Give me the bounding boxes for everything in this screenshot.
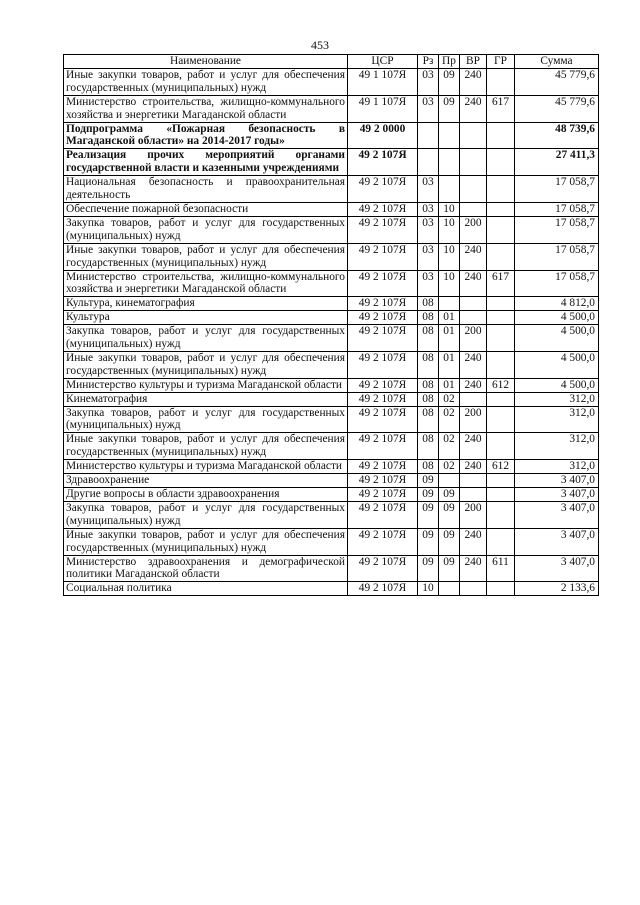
cell-csr: 49 2 107Я (348, 582, 418, 596)
header-vr: ВР (460, 55, 487, 69)
cell-sum: 45 779,6 (515, 95, 599, 122)
cell-rz: 09 (418, 474, 439, 488)
cell-rz: 08 (418, 406, 439, 433)
cell-sum: 3 407,0 (515, 501, 599, 528)
header-sum: Сумма (515, 55, 599, 69)
cell-rz: 08 (418, 378, 439, 392)
cell-sum: 48 739,6 (515, 122, 599, 149)
table-row (64, 95, 599, 122)
cell-csr: 49 2 107Я (348, 474, 418, 488)
cell-pr: 02 (439, 433, 460, 460)
cell-gr (487, 488, 515, 502)
cell-csr: 49 2 107Я (348, 243, 418, 270)
cell-rz: 08 (418, 311, 439, 325)
cell-name: Закупка товаров, работ и услуг для государственных (муниципальных) нужд (64, 325, 348, 352)
cell-csr: 49 2 107Я (348, 216, 418, 243)
cell-sum: 4 500,0 (515, 378, 599, 392)
cell-rz: 03 (418, 202, 439, 216)
cell-gr (487, 176, 515, 203)
table-row (64, 501, 599, 528)
table-row (64, 311, 599, 325)
table-row (64, 582, 599, 596)
cell-csr: 49 1 107Я (348, 68, 418, 95)
cell-sum: 17 058,7 (515, 216, 599, 243)
cell-csr: 49 2 107Я (348, 378, 418, 392)
cell-rz: 09 (418, 528, 439, 555)
cell-vr: 240 (460, 68, 487, 95)
table-row (64, 325, 599, 352)
cell-rz: 08 (418, 351, 439, 378)
cell-vr: 240 (460, 243, 487, 270)
cell-vr (460, 582, 487, 596)
cell-rz: 03 (418, 68, 439, 95)
cell-vr (460, 176, 487, 203)
cell-vr: 240 (460, 460, 487, 474)
cell-sum: 17 058,7 (515, 270, 599, 297)
cell-name: Иные закупки товаров, работ и услуг для обеспечения государственных (муниципальных) нужд (64, 351, 348, 378)
table-row (64, 555, 599, 582)
cell-csr: 49 2 107Я (348, 555, 418, 582)
page-number: 453 (311, 38, 329, 52)
cell-pr: 02 (439, 460, 460, 474)
cell-rz: 08 (418, 325, 439, 352)
cell-gr: 612 (487, 378, 515, 392)
cell-rz: 08 (418, 297, 439, 311)
table-row (64, 202, 599, 216)
cell-gr (487, 582, 515, 596)
table-row (64, 378, 599, 392)
cell-pr: 01 (439, 325, 460, 352)
cell-vr: 240 (460, 270, 487, 297)
cell-csr: 49 2 107Я (348, 270, 418, 297)
cell-name: Министерство культуры и туризма Магаданской области (64, 460, 348, 474)
table-row (64, 122, 599, 149)
cell-name: Другие вопросы в области здравоохранения (64, 488, 348, 502)
cell-csr: 49 2 107Я (348, 433, 418, 460)
table-row (64, 460, 599, 474)
cell-pr: 09 (439, 528, 460, 555)
cell-csr: 49 2 0000 (348, 122, 418, 149)
cell-gr (487, 297, 515, 311)
table-row (64, 406, 599, 433)
cell-pr (439, 582, 460, 596)
cell-csr: 49 2 107Я (348, 351, 418, 378)
cell-gr (487, 351, 515, 378)
cell-sum: 3 407,0 (515, 528, 599, 555)
cell-rz: 08 (418, 433, 439, 460)
cell-csr: 49 2 107Я (348, 325, 418, 352)
table-row (64, 68, 599, 95)
cell-sum: 4 500,0 (515, 351, 599, 378)
cell-vr: 240 (460, 528, 487, 555)
cell-vr: 200 (460, 406, 487, 433)
cell-name: Министерство строительства, жилищно-коммунального хозяйства и энергетики Магаданской области (64, 270, 348, 297)
cell-rz: 03 (418, 243, 439, 270)
cell-pr: 01 (439, 311, 460, 325)
cell-sum: 17 058,7 (515, 202, 599, 216)
cell-sum: 312,0 (515, 460, 599, 474)
cell-pr: 10 (439, 270, 460, 297)
cell-vr (460, 149, 487, 176)
cell-sum: 2 133,6 (515, 582, 599, 596)
cell-csr: 49 2 107Я (348, 460, 418, 474)
cell-vr (460, 297, 487, 311)
cell-name: Подпрограмма «Пожарная безопасность в Магаданской области» на 2014-2017 годы» (64, 122, 348, 149)
cell-csr: 49 2 107Я (348, 501, 418, 528)
cell-pr (439, 176, 460, 203)
cell-pr: 10 (439, 202, 460, 216)
cell-pr (439, 122, 460, 149)
cell-name: Закупка товаров, работ и услуг для государственных (муниципальных) нужд (64, 406, 348, 433)
cell-name: Закупка товаров, работ и услуг для государственных (муниципальных) нужд (64, 216, 348, 243)
cell-name: Иные закупки товаров, работ и услуг для обеспечения государственных (муниципальных) нужд (64, 243, 348, 270)
cell-pr: 09 (439, 555, 460, 582)
cell-pr: 01 (439, 378, 460, 392)
table-row (64, 488, 599, 502)
cell-csr: 49 1 107Я (348, 95, 418, 122)
cell-sum: 17 058,7 (515, 176, 599, 203)
cell-pr (439, 149, 460, 176)
cell-pr: 09 (439, 501, 460, 528)
cell-sum: 3 407,0 (515, 488, 599, 502)
cell-csr: 49 2 107Я (348, 488, 418, 502)
table-header-row (64, 55, 599, 69)
cell-name: Национальная безопасность и правоохранительная деятельность (64, 176, 348, 203)
cell-csr: 49 2 107Я (348, 311, 418, 325)
cell-vr (460, 122, 487, 149)
table-row (64, 474, 599, 488)
cell-name: Иные закупки товаров, работ и услуг для обеспечения государственных (муниципальных) нужд (64, 68, 348, 95)
cell-sum: 312,0 (515, 433, 599, 460)
cell-csr: 49 2 107Я (348, 149, 418, 176)
cell-csr: 49 2 107Я (348, 297, 418, 311)
cell-vr: 200 (460, 325, 487, 352)
cell-rz: 10 (418, 582, 439, 596)
cell-name: Иные закупки товаров, работ и услуг для обеспечения государственных (муниципальных) нужд (64, 433, 348, 460)
header-gr: ГР (487, 55, 515, 69)
header-pr: Пр (439, 55, 460, 69)
table-row (64, 297, 599, 311)
cell-gr (487, 243, 515, 270)
cell-gr (487, 216, 515, 243)
header-csr: ЦСР (348, 55, 418, 69)
cell-name: Министерство культуры и туризма Магаданской области (64, 378, 348, 392)
cell-gr (487, 68, 515, 95)
cell-gr (487, 406, 515, 433)
cell-sum: 17 058,7 (515, 243, 599, 270)
cell-gr (487, 311, 515, 325)
cell-pr: 10 (439, 216, 460, 243)
cell-rz: 08 (418, 460, 439, 474)
cell-name: Социальная политика (64, 582, 348, 596)
cell-vr (460, 488, 487, 502)
cell-csr: 49 2 107Я (348, 528, 418, 555)
header-name: Наименование (64, 55, 348, 69)
cell-rz: 09 (418, 488, 439, 502)
cell-rz: 03 (418, 270, 439, 297)
cell-name: Здравоохранение (64, 474, 348, 488)
table-row (64, 216, 599, 243)
table-row (64, 392, 599, 406)
cell-pr: 02 (439, 406, 460, 433)
cell-rz: 03 (418, 176, 439, 203)
cell-gr (487, 325, 515, 352)
cell-gr (487, 528, 515, 555)
cell-vr: 240 (460, 95, 487, 122)
cell-name: Культура (64, 311, 348, 325)
cell-gr (487, 149, 515, 176)
cell-name: Реализация прочих мероприятий органами государственной власти и казенными учреждениями (64, 149, 348, 176)
cell-gr (487, 501, 515, 528)
cell-gr (487, 122, 515, 149)
cell-vr (460, 392, 487, 406)
table-row (64, 149, 599, 176)
cell-sum: 4 500,0 (515, 311, 599, 325)
cell-rz (418, 122, 439, 149)
cell-sum: 3 407,0 (515, 474, 599, 488)
cell-vr: 240 (460, 378, 487, 392)
table-row (64, 433, 599, 460)
cell-csr: 49 2 107Я (348, 406, 418, 433)
table-row (64, 243, 599, 270)
cell-name: Закупка товаров, работ и услуг для государственных (муниципальных) нужд (64, 501, 348, 528)
cell-sum: 27 411,3 (515, 149, 599, 176)
cell-vr: 240 (460, 555, 487, 582)
cell-vr: 240 (460, 351, 487, 378)
cell-name: Иные закупки товаров, работ и услуг для обеспечения государственных (муниципальных) нужд (64, 528, 348, 555)
table-row (64, 176, 599, 203)
cell-name: Министерство строительства, жилищно-коммунального хозяйства и энергетики Магаданской области (64, 95, 348, 122)
cell-rz: 03 (418, 216, 439, 243)
cell-gr: 617 (487, 270, 515, 297)
cell-sum: 312,0 (515, 406, 599, 433)
cell-pr: 01 (439, 351, 460, 378)
cell-pr: 09 (439, 95, 460, 122)
cell-csr: 49 2 107Я (348, 392, 418, 406)
cell-pr (439, 297, 460, 311)
cell-name: Кинематография (64, 392, 348, 406)
cell-vr: 200 (460, 501, 487, 528)
cell-sum: 4 500,0 (515, 325, 599, 352)
cell-gr (487, 202, 515, 216)
cell-sum: 45 779,6 (515, 68, 599, 95)
cell-vr: 200 (460, 216, 487, 243)
cell-sum: 4 812,0 (515, 297, 599, 311)
cell-rz: 09 (418, 555, 439, 582)
cell-gr (487, 392, 515, 406)
cell-rz: 09 (418, 501, 439, 528)
cell-pr: 10 (439, 243, 460, 270)
budget-table (63, 54, 599, 596)
cell-gr: 617 (487, 95, 515, 122)
table-row (64, 270, 599, 297)
cell-gr: 611 (487, 555, 515, 582)
cell-sum: 312,0 (515, 392, 599, 406)
cell-pr: 02 (439, 392, 460, 406)
cell-name: Министерство здравоохранения и демографической политики Магаданской области (64, 555, 348, 582)
cell-gr (487, 433, 515, 460)
table-row (64, 351, 599, 378)
cell-vr (460, 311, 487, 325)
cell-name: Культура, кинематография (64, 297, 348, 311)
cell-csr: 49 2 107Я (348, 176, 418, 203)
cell-vr (460, 202, 487, 216)
cell-pr: 09 (439, 488, 460, 502)
cell-vr (460, 474, 487, 488)
cell-gr (487, 474, 515, 488)
cell-rz: 03 (418, 95, 439, 122)
header-rz: Рз (418, 55, 439, 69)
cell-name: Обеспечение пожарной безопасности (64, 202, 348, 216)
cell-sum: 3 407,0 (515, 555, 599, 582)
cell-gr: 612 (487, 460, 515, 474)
cell-rz: 08 (418, 392, 439, 406)
cell-pr: 09 (439, 68, 460, 95)
cell-rz (418, 149, 439, 176)
cell-csr: 49 2 107Я (348, 202, 418, 216)
table-row (64, 528, 599, 555)
cell-pr (439, 474, 460, 488)
cell-vr: 240 (460, 433, 487, 460)
